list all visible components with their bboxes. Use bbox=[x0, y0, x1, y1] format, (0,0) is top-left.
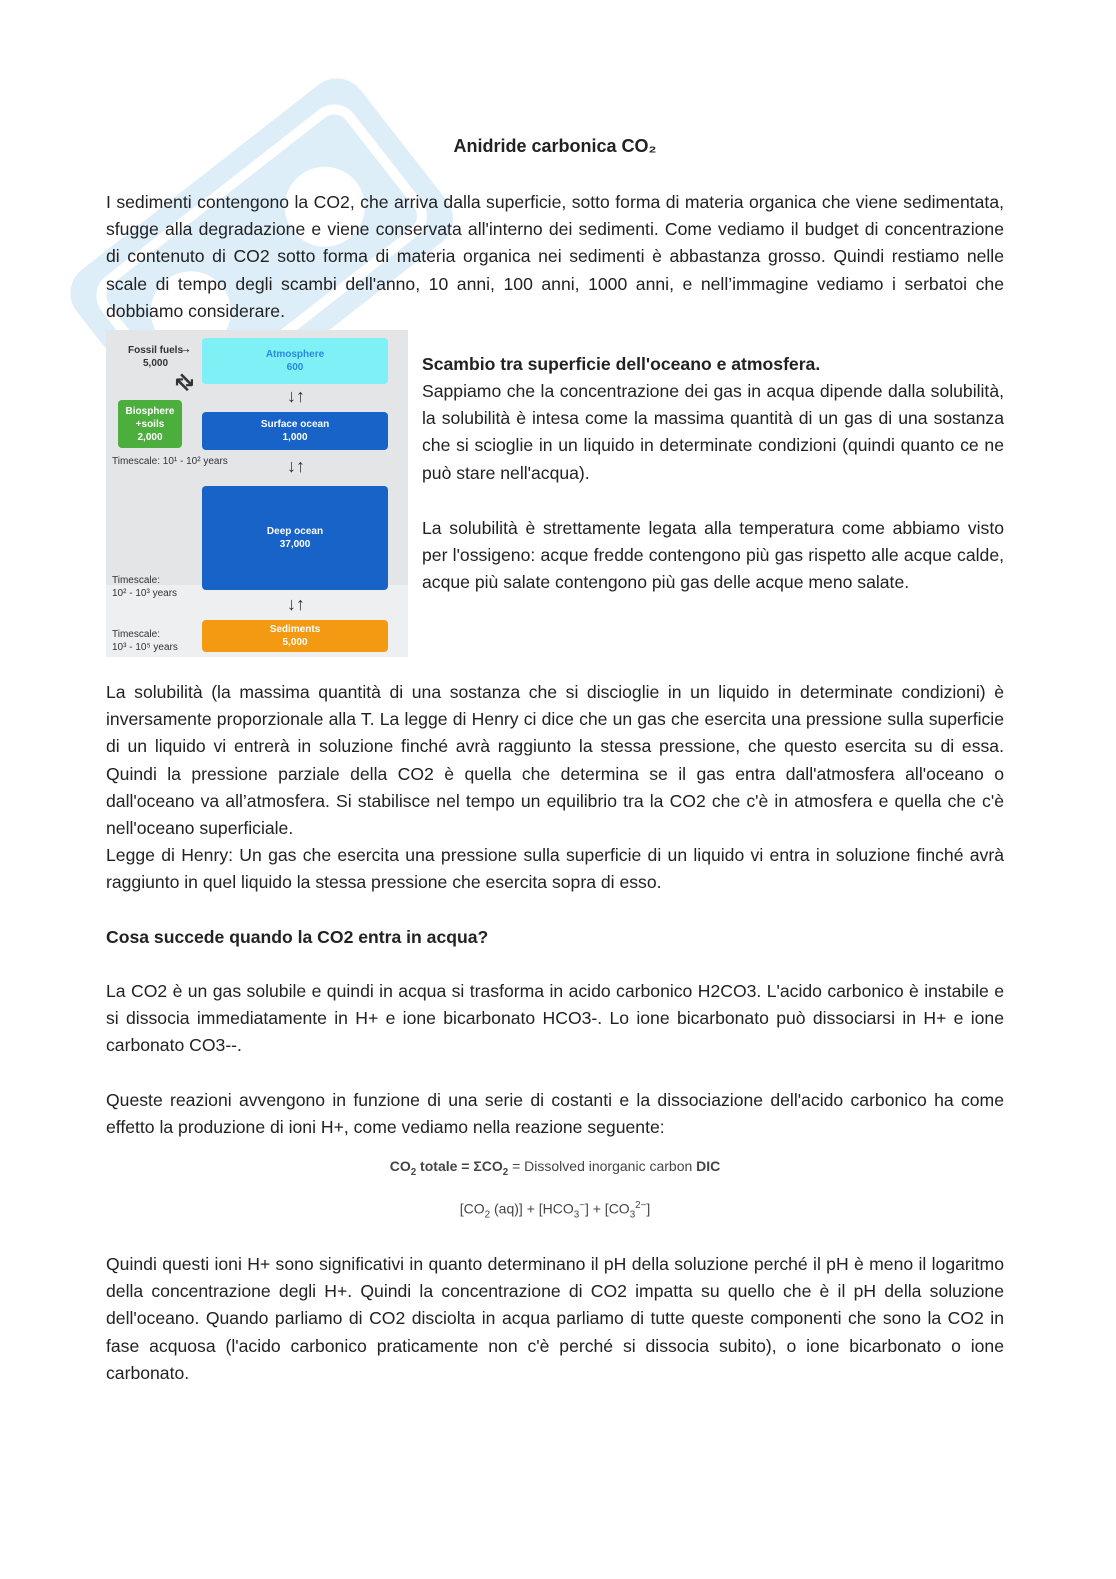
carbon-species-formula: [$CO_2$ $(aq)] + [HCO_3^-] + [CO_3^{2-}]$ bbox=[459, 1200, 651, 1221]
exchange-arrow-icon: ⇅ bbox=[169, 367, 201, 399]
timescale-3-label: Timescale: 10³ - 10⁵ years bbox=[112, 629, 178, 653]
fossil-arrow-icon: → bbox=[178, 340, 192, 356]
page-title: Anidride carbonica CO₂ bbox=[453, 136, 657, 156]
dic-formula: $CO_2$ totale = $\Sigma CO_2$ = Dissolved inorganic carbon DIC bbox=[389, 1158, 721, 1178]
timescale-2-label: Timescale: 10² - 10³ years bbox=[112, 575, 178, 599]
deep-sediments-arrow-icon: ↓↑ bbox=[287, 594, 305, 614]
timescale-1-label: Timescale: 10¹ - 10² years bbox=[112, 456, 228, 467]
henry-definition-paragraph: Legge di Henry: Un gas che esercita una pressione sulla superficie di un liquido vi entra in soluzione finché avrà raggiunto in quel liquido la stessa pressione che esercita sopra di esso. bbox=[106, 845, 1004, 893]
deep-ocean-reservoir: Deep ocean 37,000 bbox=[202, 486, 388, 590]
section2-heading: Cosa succede quando la CO2 entra in acqua? bbox=[106, 927, 489, 947]
section1-paragraph-1: Sappiamo che la concentrazione dei gas in acqua dipende dalla solubilità, la solubilità è intesa come la massima quantità di un gas di una sostanza che si scioglie in un liquido in determinate condizioni (quindi quanto ce ne può stare nell'acqua). bbox=[422, 381, 1004, 483]
atmosphere-surface-arrow-icon: ↓↑ bbox=[287, 386, 305, 406]
section1-heading: Scambio tra superficie dell'oceano e atmosfera. bbox=[422, 354, 821, 374]
surface-ocean-reservoir: Surface ocean 1,000 bbox=[202, 412, 388, 450]
section1-paragraph-2: La solubilità è strettamente legata alla temperatura come abbiamo visto per l'ossigeno: acque fredde contengono più gas rispetto alle acque calde, acque più salate contengono più gas delle acque meno salate. bbox=[422, 518, 1004, 593]
carbon-reservoir-figure bbox=[106, 330, 408, 657]
surface-deep-arrow-icon: ↓↑ bbox=[287, 456, 305, 476]
sediments-reservoir: Sediments 5,000 bbox=[202, 620, 388, 652]
water-paragraph: La CO2 è un gas solubile e quindi in acqua si trasforma in acido carbonico H2CO3. L'acido carbonico è instabile e si dissocia immediatamente in H+ e ione bicarbonato HCO3-. Lo ione bicarbonato può dissociarsi in H+ e ione carbonato CO3--. bbox=[106, 981, 1004, 1056]
reactions-paragraph: Queste reazioni avvengono in funzione di una serie di costanti e la dissociazione dell'acido carbonico ha come effetto la produzione di ioni H+, come vediamo nella reazione seguente: bbox=[106, 1090, 1004, 1138]
intro-paragraph: I sedimenti contengono la CO2, che arriva dalla superficie, sotto forma di materia organica che viene sedimentata, sfugge alla degradazione e viene conservata all'interno dei sedimenti. Come vediamo il budget di concentrazione di contenuto di CO2 sotto forma di materia organica nei sedimenti è abbastanza grosso. Quindi restiamo nelle scale di tempo degli scambi dell'anno, 10 anni, 100 anni, 1000 anni, e nell’immagine vediamo i serbatoi che dobbiamo considerare. bbox=[106, 192, 1004, 321]
fossil-fuels-label: Fossil fuels 5,000 bbox=[128, 345, 184, 369]
ph-paragraph: Quindi questi ioni H+ sono significativi in quanto determinano il pH della soluzione perché il pH è meno il logaritmo della concentrazione degli H+. Quindi la concentrazione di CO2 impatta su quello che è il pH della soluzione dell'oceano. Quando parliamo di CO2 disciolta in acqua parliamo di tutte queste componenti che sono la CO2 in fase acquosa (l'acido carbonico praticamente non c'è perché si dissocia subito), o ione bicarbonato o ione carbonato. bbox=[106, 1254, 1004, 1383]
atmosphere-reservoir: Atmosphere 600 bbox=[202, 338, 388, 384]
biosphere-reservoir: Biosphere +soils 2,000 bbox=[118, 400, 182, 448]
henry-paragraph: La solubilità (la massima quantità di una sostanza che si discioglie in un liquido in determinate condizioni) è inversamente proporzionale alla T. La legge di Henry ci dice che un gas che esercita una pressione sulla superficie di un liquido vi entrerà in soluzione finché avrà raggiunto la stessa pressione, che questo esercita su di essa. Quindi la pressione parziale della CO2 è quella che determina se il gas entra dall'atmosfera all'oceano o dall'oceano va all’atmosfera. Si stabilisce nel tempo un equilibrio tra la CO2 che c'è in atmosfera e quella che c'è nell'oceano superficiale. bbox=[106, 682, 1004, 839]
